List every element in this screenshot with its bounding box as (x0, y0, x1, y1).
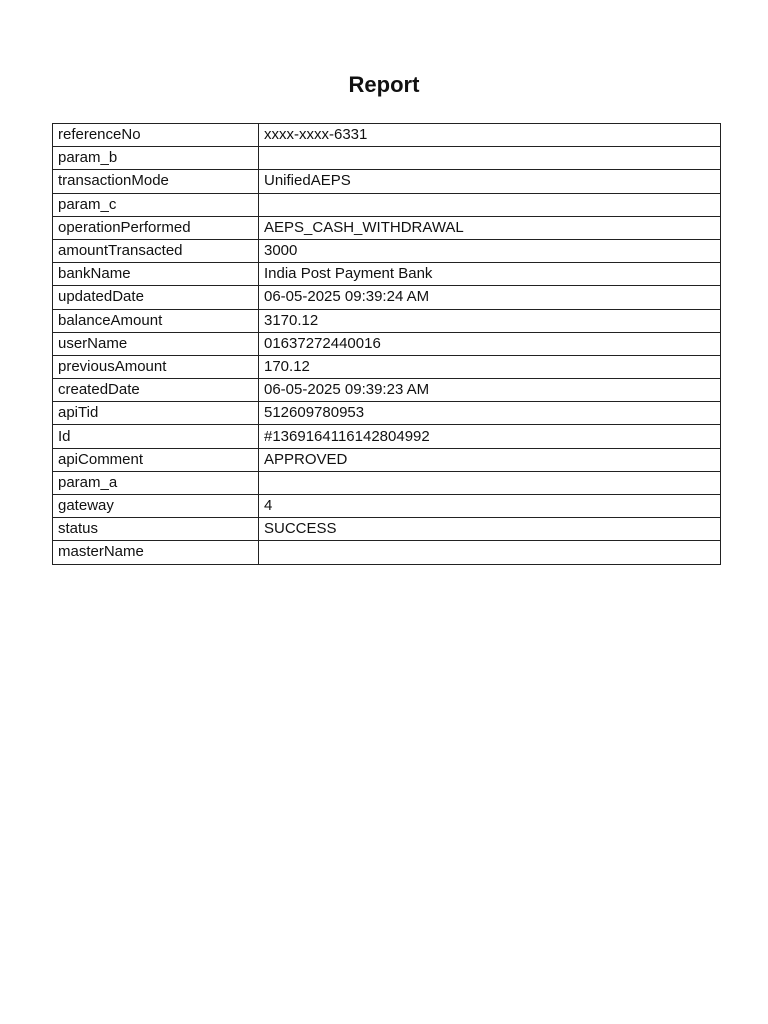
row-value: #1369164116142804992 (259, 425, 721, 448)
row-key: userName (53, 332, 259, 355)
row-value: SUCCESS (259, 518, 721, 541)
table-row (53, 170, 721, 193)
row-key: apiComment (53, 448, 259, 471)
row-value (259, 193, 721, 216)
table-row (53, 193, 721, 216)
row-key: Id (53, 425, 259, 448)
table-row (53, 286, 721, 309)
row-key: param_a (53, 471, 259, 494)
table-row (53, 239, 721, 262)
row-key: apiTid (53, 402, 259, 425)
row-value: AEPS_CASH_WITHDRAWAL (259, 216, 721, 239)
row-value: India Post Payment Bank (259, 263, 721, 286)
table-row (53, 309, 721, 332)
table-row (53, 332, 721, 355)
row-key: bankName (53, 263, 259, 286)
row-value (259, 147, 721, 170)
row-key: amountTransacted (53, 239, 259, 262)
row-value: 4 (259, 495, 721, 518)
row-value: 512609780953 (259, 402, 721, 425)
row-key: param_c (53, 193, 259, 216)
row-key: operationPerformed (53, 216, 259, 239)
row-value (259, 471, 721, 494)
row-key: param_b (53, 147, 259, 170)
row-key: balanceAmount (53, 309, 259, 332)
table-row (53, 124, 721, 147)
row-key: gateway (53, 495, 259, 518)
row-value: 06-05-2025 09:39:23 AM (259, 379, 721, 402)
table-row (53, 448, 721, 471)
table-row (53, 402, 721, 425)
table-row (53, 147, 721, 170)
table-row (53, 355, 721, 378)
row-key: status (53, 518, 259, 541)
report-table (52, 123, 721, 565)
row-value: 3170.12 (259, 309, 721, 332)
row-key: updatedDate (53, 286, 259, 309)
table-row (53, 425, 721, 448)
row-value: 3000 (259, 239, 721, 262)
table-row (53, 263, 721, 286)
row-value: APPROVED (259, 448, 721, 471)
table-row (53, 518, 721, 541)
table-row (53, 495, 721, 518)
row-key: createdDate (53, 379, 259, 402)
row-key: referenceNo (53, 124, 259, 147)
row-key: masterName (53, 541, 259, 564)
row-key: transactionMode (53, 170, 259, 193)
report-title: Report (348, 72, 420, 97)
row-key: previousAmount (53, 355, 259, 378)
table-row (53, 471, 721, 494)
row-value: 06-05-2025 09:39:24 AM (259, 286, 721, 309)
table-row (53, 216, 721, 239)
table-row (53, 379, 721, 402)
row-value: xxxx-xxxx-6331 (259, 124, 721, 147)
table-row (53, 541, 721, 564)
row-value: 01637272440016 (259, 332, 721, 355)
row-value: 170.12 (259, 355, 721, 378)
row-value: UnifiedAEPS (259, 170, 721, 193)
row-value (259, 541, 721, 564)
